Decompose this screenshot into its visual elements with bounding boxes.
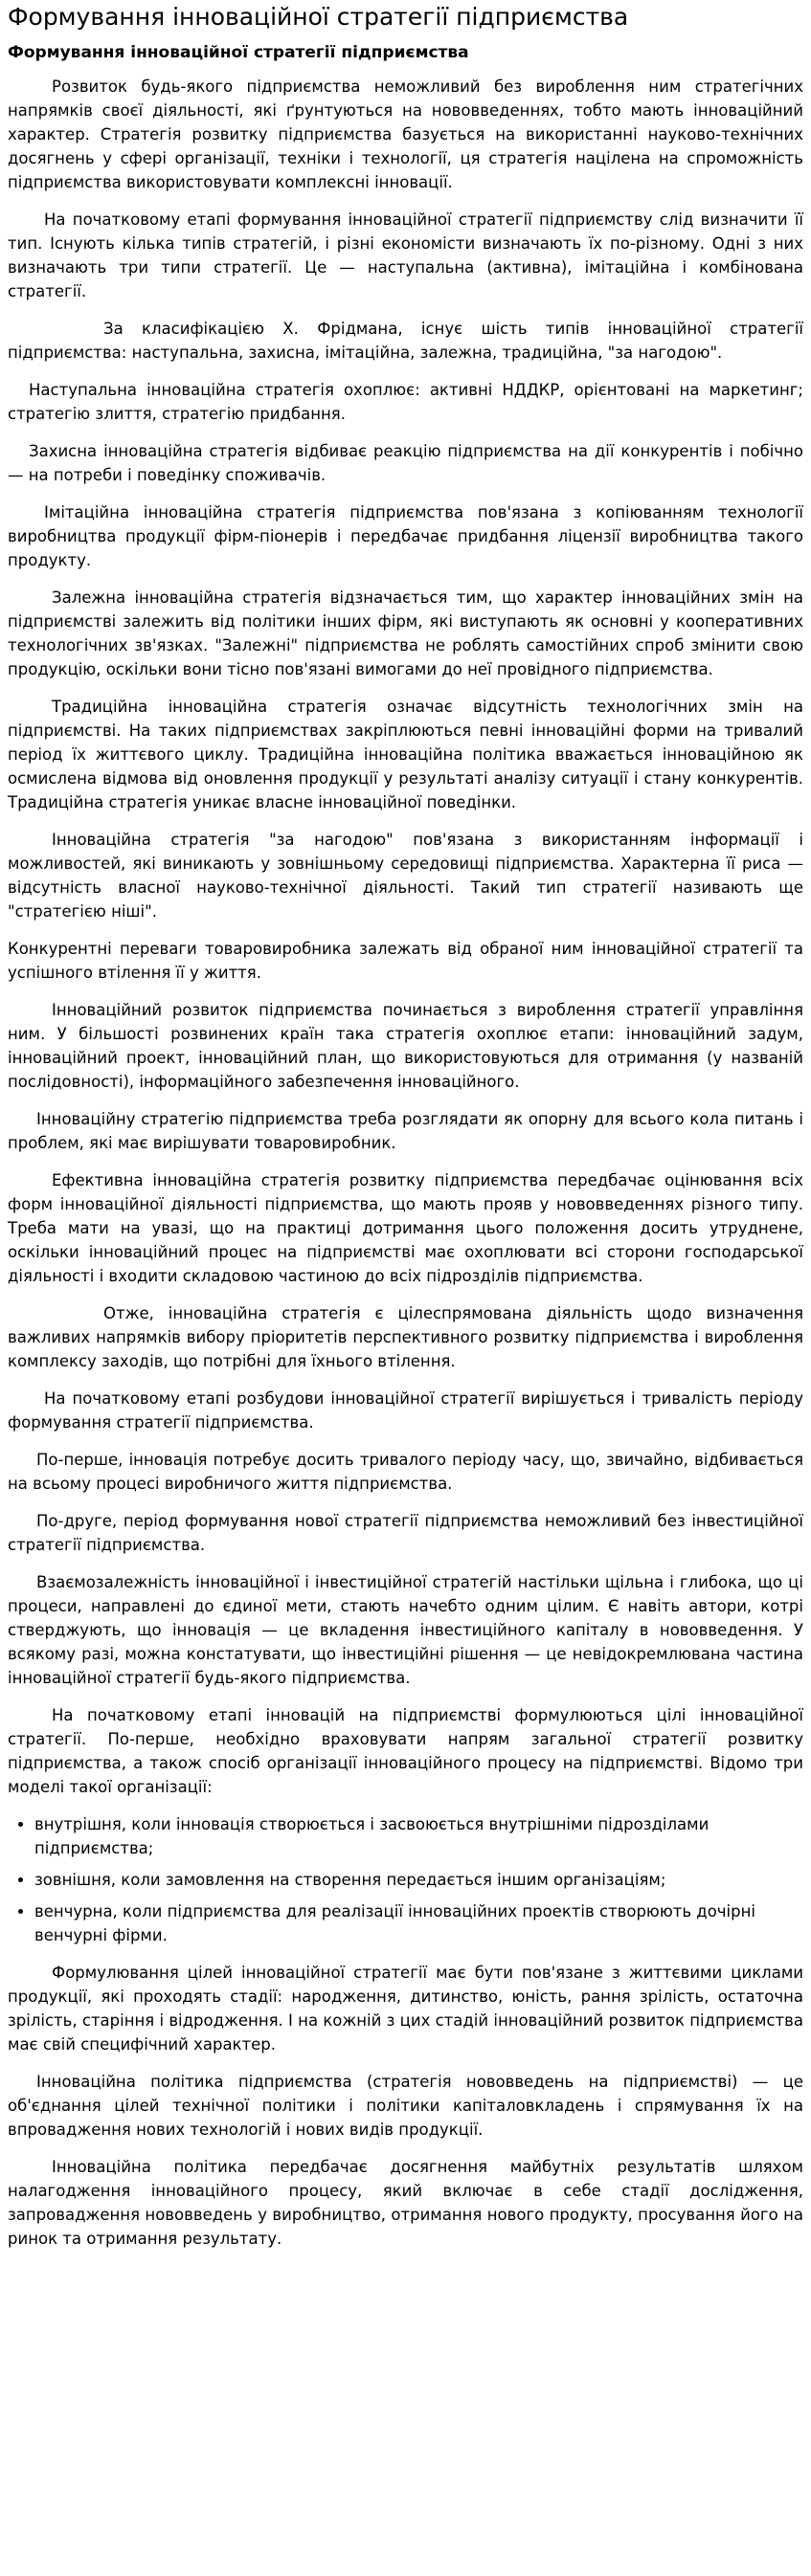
paragraph: Ефективна інноваційна стратегія розвитку підприємства передбачає оцінювання всіх форм інноваційної діяльності підприємства, що мають прояв у нововведеннях різного типу. Треба мати на увазі, що на практиці дотримання цього положення досить утруднене, оскільки інноваційний процес на підприємстві має охоплювати всі сторони господарської діяльності і входити складовою частиною до всіх підрозділів підприємства. [8, 1171, 803, 1285]
paragraph: За класифікацією Х. Фрідмана, існує шість типів інноваційної стратегії підприємства: наступальна, захисна, імітаційна, залежна, традиційна, "за нагодою". [8, 320, 803, 362]
list-item: • венчурна, коли підприємства для реалізації інноваційних проектів створюють дочірні венчурні фірми. [34, 1899, 803, 1947]
paragraph: Наступальна інноваційна стратегія охоплює: активні НДДКР, орієнтовані на маркетинг; стратегію злиття, стратегію придбання. [8, 381, 803, 423]
paragraph: На початковому етапі розбудови інноваційної стратегії вирішується і тривалість періоду формування стратегії підприємства. [8, 1389, 803, 1432]
paragraph: Взаємозалежність інноваційної і інвестиційної стратегій настільки щільна і глибока, що ці процеси, направлені до єдиної мети, стають начебто одним цілим. Є навіть автори, котрі стверджують, що інновація — це вкладення інвестиційного капіталу в нововведення. У всякому разі, можна констатувати, що інвестиційні рішення — це невідокремлювана частина інноваційної стратегії будь-якого підприємства. [8, 1573, 803, 1687]
paragraph: Отже, інноваційна стратегія є цілеспрямована діяльність щодо визначення важливих напрямків вибору пріоритетів перспективного розвитку підприємства і вироблення комплексу заходів, що потрібні для їхнього втілення. [8, 1304, 803, 1370]
paragraph: Розвиток будь-якого підприємства неможливий без вироблення ним стратегічних напрямків своєї діяльності, які ґрунтуються на нововведеннях, тобто мають інноваційний характер. Стратегія розвитку підприємства базується на використанні науково-технічних досягнень у сфері організації, техніки і технології, ця стратегія націлена на спроможність підприємства використовувати комплексні інновації. [8, 78, 803, 191]
paragraph: Інноваційна стратегія "за нагодою" пов'язана з використанням інформації і можливостей, які виникають у зовнішньому середовищі підприємства. Характерна її риса — відсутність власної науково-технічної діяльності. Такий тип стратегії називають ще "стратегією ніші". [8, 831, 803, 921]
paragraph: Інноваційну стратегію підприємства треба розглядати як опорну для всього кола питань і проблем, які має вирішувати товаровиробник. [8, 1110, 803, 1152]
paragraph: Інноваційний розвиток підприємства починається з вироблення стратегії управління ним. У більшості розвинених країн така стратегія охоплює етапи: інноваційний задум, інноваційний проект, інноваційний план, що використовуються для отримання (у названій послідовності), інформаційного забезпечення інноваційного. [8, 1001, 803, 1091]
paragraph: На початковому етапі формування інноваційної стратегії підприємству слід визначити її тип. Існують кілька типів стратегій, і різні економісти визначають їх по-різному. Одні з них визначають три типи стратегії. Це — наступальна (активна), імітаційна і комбінована стратегії. [8, 211, 803, 300]
paragraph: Захисна інноваційна стратегія відбиває реакцію підприємства на дії конкурентів і побічно — на потреби і поведінку споживачів. [8, 442, 803, 484]
list-item: • зовнішня, коли замовлення на створення передається іншим організаціям; [34, 1868, 803, 1892]
page-title: Формування інноваційної стратегії підприємства [8, 3, 629, 31]
paragraph: По-друге, період формування нової стратегії підприємства неможливий без інвестиційної стратегії підприємства. [8, 1512, 803, 1554]
paragraph: Конкурентні переваги товаровиробника залежать від обраної ним інноваційної стратегії та успішного втілення її у життя. [8, 940, 803, 982]
paragraph: Інноваційна політика передбачає досягнення майбутніх результатів шляхом налагодження інноваційного процесу, який включає в себе стадії дослідження, запровадження нововведень у виробництво, отримання нового продукту, просування його на ринок та отримання результату. [8, 2158, 803, 2248]
organization-models-list [8, 1812, 803, 1947]
paragraph: Залежна інноваційна стратегія відзначається тим, що характер інноваційних змін на підприємстві залежить від політики інших фірм, які виступають як основні у кооперативних технологічних зв'язках. "Залежні" підприємства не роблять самостійних спроб змінити свою продукцію, оскільки вони тісно пов'язані вимогами до неї провідного підприємства. [8, 588, 803, 678]
paragraph: Формулювання цілей інноваційної стратегії має бути пов'язане з життєвими циклами продукції, які проходять стадії: народження, дитинство, юність, рання зрілість, остаточна зрілість, старіння і відродження. І на кожній з цих стадій інноваційний розвиток підприємства має свій специфічний характер. [8, 1964, 803, 2054]
article-subtitle: Формування інноваційної стратегії підприємства [8, 43, 469, 62]
paragraph: Традиційна інноваційна стратегія означає відсутність технологічних змін на підприємстві. На таких підприємствах закріплюються певні інноваційні форми на тривалий період їх життєвого циклу. Традиційна інноваційна політика вважається інноваційною як осмислена відмова від оновлення продукції у результаті аналізу ситуації і стану конкурентів. Традиційна стратегія уникає власне інноваційної поведінки. [8, 698, 803, 811]
paragraph: На початковому етапі інновацій на підприємстві формулюються цілі інноваційної стратегії. По-перше, необхідно враховувати напрям загальної стратегії розвитку підприємства, а також спосіб організації інноваційного процесу на підприємстві. Відомо три моделі такої організації: [8, 1706, 803, 1796]
paragraph: По-перше, інновація потребує досить тривалого періоду часу, що, звичайно, відбивається на всьому процесі виробничого життя підприємства. [8, 1451, 803, 1493]
paragraph: Інноваційна політика підприємства (стратегія нововведень на підприємстві) — це об'єднання цілей технічної політики і політики капіталовкладень і спрямування їх на впровадження нових технологій і нових видів продукції. [8, 2073, 803, 2139]
list-item: • внутрішня, коли інновація створюється і засвоюється внутрішніми підрозділами підприємства; [34, 1812, 803, 1860]
paragraph: Імітаційна інноваційна стратегія підприємства пов'язана з копіюванням технології виробництва продукції фірм-піонерів і передбачає придбання ліцензії виробництва такого продукту. [8, 503, 803, 569]
